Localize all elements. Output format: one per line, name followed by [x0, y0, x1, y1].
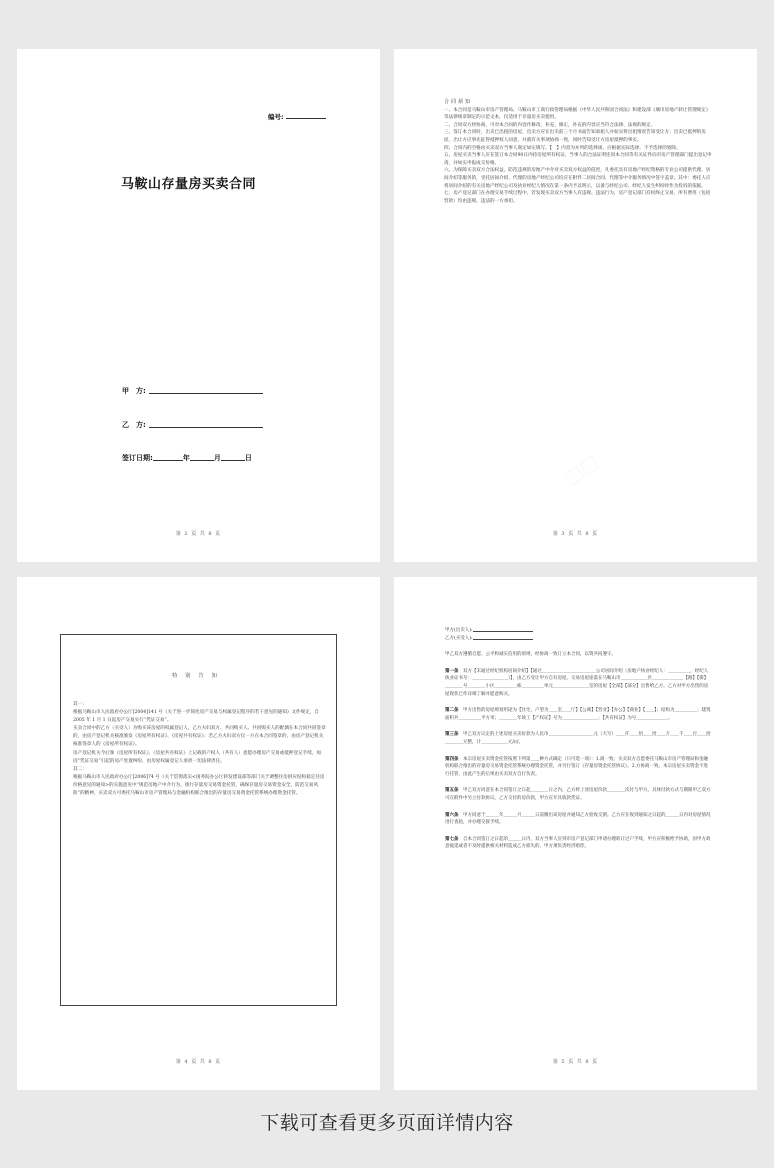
special-notice-body — [73, 701, 326, 798]
document-page-special-notice — [17, 577, 380, 1090]
article — [445, 836, 712, 851]
notice-heading: 合同须知 — [444, 99, 473, 105]
sign-date-label: 签订日期: — [122, 454, 153, 462]
notice-paragraph: 四、合同内的空格由买卖双方当事人商定如实填写。【 】内容为并列的选择项，应根据实际选择，不予选择的划除。 — [444, 145, 681, 151]
article-label: 第五条 — [445, 788, 459, 794]
special-paragraph: 其二： — [73, 766, 87, 772]
party-a-label: 甲方(出卖人): — [445, 628, 473, 633]
article-text: 甲乙双方议定的上述房屋买卖价款为人民币＿＿＿＿＿＿＿＿＿＿元（大写）＿＿仟＿＿佰＿＿拾＿＿万＿＿千＿＿百＿＿拾＿＿＿＿元整，计＿＿＿＿＿＿元/㎡。 — [445, 732, 711, 745]
party-a-label: 甲 方: — [122, 387, 146, 395]
article-label: 第七条 — [445, 836, 459, 842]
article — [445, 707, 712, 722]
page-number: 第 3 页 共 8 页 — [552, 531, 599, 537]
special-notice-box — [60, 634, 337, 1006]
article-label: 第一条 — [445, 668, 459, 674]
article-label: 第六条 — [445, 812, 459, 818]
sign-date-field — [122, 453, 252, 463]
contract-number-label: 编号: — [268, 113, 284, 121]
special-paragraph: 根据马鞍山市人民政府办公厅[2006]74 号《关于贯彻落实<国务院办公厅转发建设部等部门关于调整住房供应结构稳定住房价格意见的通知>的实施意见中“规范房地产中介行为，推行存量房交易资金托管，确保存量房交易资金安全，防范交易风险”的精神，买卖双方可委托马鞍山市房产管理局与金融机构联合推出的存量房交易资金托管系统办理资金托管。 — [73, 774, 325, 797]
day-label: 日 — [244, 454, 252, 462]
notice-paragraph: 六、为保障买卖双方合法权益，防范违规的房地产中介对买卖双方权益的侵害，凡委托具有房地产经纪资格的专业公司提供代理、居间介绍等服务的，受托居间介绍、代理的房地产经纪公司均应在附件二居间合同、代理等中介服务情况中签字盖章。其中：委托人应将居间介绍的有关房地产经纪公司及执业经纪人情况在第一条内予以明示，以备与经纪公司、经纪人发生纠纷时作为投诉的依据。 — [444, 168, 711, 189]
article-label: 第三条 — [445, 732, 459, 738]
special-paragraph: 房产登记机关今后颁《房屋所有权证》、《房屋共有权证》上记载的产权人（共有人）意愿办理房产交易或抵押登记手续，如因“凭证交易”引起的房产处置纠纷，由房屋权属登记人承担一切法律责任。 — [73, 750, 322, 764]
notice-paragraph: 一、本合同是马鞍山市房产管理局、马鞍山市工商行政管理局根据《中华人民共和国合同法》和建设部《城市房地产转让管理规定》等法律规章制定的示范文本，仅适用于存量房买卖使用。 — [444, 107, 711, 121]
article — [445, 668, 712, 698]
watermark-mark — [560, 451, 603, 491]
notice-paragraph: 二、合同双方经协商，可对本合同的内容作修改、补充、修正，补充的内容应当符合法律、法规的规定。 — [444, 122, 656, 128]
article-text: 自本合同签订之日起的＿＿＿日内，双方当事人应到市房产登记部门申请办理转让过户手续，甲方应积极给予协助，因甲方故意拖延或者不及时提供相关材料造成乙方损失的，甲方须负责经济赔偿。 — [445, 836, 711, 850]
download-caption: 下载可查看更多页面详情内容 — [260, 1112, 514, 1134]
party-a-field — [122, 386, 263, 396]
article-text: 本宗房屋买卖资金托管按照下列第＿＿种方式确定（只可选一项）：1.商一致；买卖双方自愿委托马鞍山市房产管理局和金融机构联合推出的存量房交易资金托管系统办理资金托管，并另行签订《存量房资金托管协议》。2.方协商一致，本宗房屋买卖资金不进行托管，由此产生的后果由买卖双方自行负责。 — [445, 756, 709, 777]
contract-number-line — [286, 118, 326, 119]
article — [445, 756, 712, 779]
page-number: 第 2 页 共 8 页 — [175, 531, 222, 537]
notice-paragraph: 三、签订本合同时，出卖已出租的房屋，出卖方应在出卖前三个月书面告知承租人并如实将出租情况告知受让方；出卖已抵押的房屋，出让方应事先征得抵押权人同意，并就有关事项协商一致，同时告知受让方房屋抵押的事实。 — [444, 130, 706, 143]
year-label: 年 — [182, 454, 190, 462]
party-a-row — [445, 627, 712, 635]
contract-title: 马鞍山存量房买卖合同 — [121, 177, 257, 192]
month-line — [190, 460, 214, 461]
article — [445, 731, 712, 746]
notice-body — [444, 99, 714, 205]
contract-number — [268, 112, 326, 121]
article-label: 第二条 — [445, 708, 459, 714]
notice-paragraph: 五、房屋买卖当事人应在签订本合同90日内持房屋所有权证、当事人的合法证明连同本合同等有关证件向市房产管理部门提出登记申请，并如实申报成交价格。 — [444, 153, 712, 166]
document-page-notice — [394, 49, 757, 562]
notice-paragraph: 七、房产登记部门在办理交易手续过程中，若发现买卖双方当事人有违规、违法行为，房产登记部门有权终止交易，所有费用（包括营款）均由违规、违法的一方承担。 — [444, 191, 711, 204]
page-number: 第 5 页 共 8 页 — [552, 1059, 599, 1065]
page-number: 第 4 页 共 8 页 — [175, 1059, 222, 1065]
special-paragraph: 其一： — [73, 702, 87, 707]
party-a-line — [473, 631, 533, 632]
article-label: 第四条 — [445, 756, 459, 762]
article — [445, 787, 712, 802]
party-b-label: 乙 方: — [122, 421, 146, 429]
special-paragraph: 根据马鞍山市人民政府办公厅[2004]141 号《关于进一步简化房产交易与权属登记程序的若干意见的通知》文件规定，自 2005 年 1 月 1 日起房产交易实行“凭证交易”。 — [73, 710, 320, 724]
article-text: 甲乙双方同意在本合同签订之日起＿＿＿＿日之内，乙方将上述房屋价款＿＿＿＿次付与甲方。具体付款方式与期限甲乙双方可在附件中另立付款协议。乙方交付的房价款，甲方应开具收款凭证。 — [445, 788, 711, 801]
article-text: 甲方出售的房屋规划用途为【住宅，户型为＿＿室＿＿厅】【公寓】【营业】【办公】【商业】【＿＿】；结构为＿＿＿＿＿；建筑面积共＿＿＿＿＿平方米；＿＿＿＿年竣工【产权证】号为＿＿＿＿＿＿＿＿；【共有权证】为号＿＿＿＿＿＿＿。 — [445, 708, 711, 721]
party-b-field — [122, 420, 263, 430]
contract-intro: 甲乙双方遵循自愿、公平和诚实信用的原则，经协商一致订立本合同，以资共同遵守。 — [445, 652, 616, 658]
article — [445, 812, 712, 827]
special-notice-heading: 特别告知 — [172, 673, 225, 679]
contract-body — [445, 627, 712, 851]
special-paragraph: 买卖合同中的乙方（买受人）为购买该房屋的权属登记人，乙方夫妇双方、共同购买人、共同购买人的配偶在本合同共同签章的，由房产登记机关核准颁发《房屋所有权证》、《房屋共有权证》；若乙方夫妇双方仅一方在本合同签章的，由房产登记机关核准签章人的《房屋所有权证》。 — [73, 726, 326, 748]
party-b-line — [149, 427, 263, 428]
month-label: 月 — [213, 454, 221, 462]
document-page-contract — [394, 577, 757, 1090]
year-line — [153, 460, 183, 461]
document-page-cover — [17, 49, 380, 562]
party-b-line — [473, 639, 533, 640]
article-text: 双方【未通过经纪机构居间介绍】【通过＿＿＿＿＿＿＿＿＿＿＿＿公司居间介绍（房地产执业经纪人：＿＿＿＿＿，经纪人执业证书号：＿＿＿＿＿＿＿＿）】，由乙方受让甲方自有房屋。交易房屋座落在马鞍山市＿＿＿＿＿＿区＿＿＿＿＿＿＿【路】【街】＿＿＿＿号＿＿＿＿小区＿＿＿＿＿栋＿＿＿＿＿单元＿＿＿＿＿＿＿＿室的房屋【全部】【部分】出售给乙方，乙方对甲方出售的房屋现状已作详细了解并愿意购买。 — [445, 668, 709, 697]
party-a-line — [149, 393, 263, 394]
party-b-label: 乙方(买受人): — [445, 635, 473, 641]
article-text: 甲方同意于＿＿＿年＿＿＿月＿＿＿日前腾出该房屋并通知乙方验收交割。乙方应在收到通知之日起的＿＿＿日内对房屋情况进行查验，并办理交接手续。 — [445, 812, 711, 826]
party-b-row — [445, 635, 712, 643]
day-line — [221, 460, 245, 461]
